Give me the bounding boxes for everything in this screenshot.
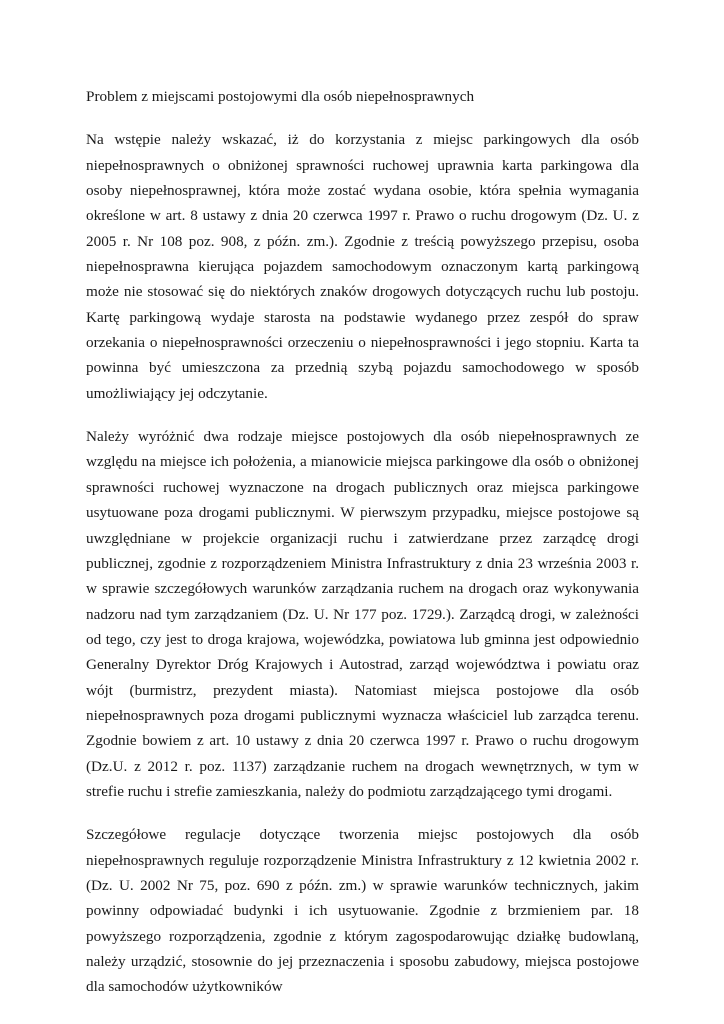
paragraph-parking-card: Na wstępie należy wskazać, iż do korzystania z miejsc parkingowych dla osób niepełnosprawnych o obniżonej sprawności ruchowej uprawnia karta parkingowa dla osoby niepełnosprawnej, która może zostać wydana osobie, która spełnia wymagania określone w art. 8 ustawy z dnia 20 czerwca 1997 r. Prawo o ruchu drogowym (Dz. U. z 2005 r. Nr 108 poz. 908, z późn. zm.). Zgodnie z treścią powyższego przepisu, osoba niepełnosprawna kierująca pojazdem samochodowym oznaczonym kartą parkingową może nie stosować się do niektórych znaków drogowych dotyczących ruchu lub postoju. Kartę parkingową wydaje starosta na podstawie wydanego przez zespół do spraw orzekania o niepełnosprawności orzeczeniu o niepełnosprawności i jego stopniu. Karta ta powinna być umieszczona za przednią szybą pojazdu samochodowego w sposób umożliwiający jej odczytanie. — [86, 131, 639, 402]
document-page — [86, 84, 639, 1018]
document-title: Problem z miejscami postojowymi dla osób niepełnosprawnych — [86, 88, 475, 105]
paragraph-regulations: Szczegółowe regulacje dotyczące tworzenia miejsc postojowych dla osób niepełnosprawnych reguluje rozporządzenie Ministra Infrastruktury z 12 kwietnia 2002 r. (Dz. U. 2002 Nr 75, poz. 690 z późn. zm.) w sprawie warunków technicznych, jakim powinny odpowiadać budynki i ich usytuowanie. Zgodnie z brzmieniem par. 18 powyższego rozporządzenia, zgodnie z którym zagospodarowując działkę budowlaną, należy urządzić, stosownie do jej przeznaczenia i sposobu zabudowy, miejsca postojowe dla samochodów użytkowników — [86, 826, 639, 996]
paragraph-parking-types: Należy wyróżnić dwa rodzaje miejsce postojowych dla osób niepełnosprawnych ze względu na miejsce ich położenia, a mianowicie miejsca parkingowe dla osób o obniżonej sprawności ruchowej wyznaczone na drogach publicznych oraz miejsca parkingowe usytuowane poza drogami publicznymi. W pierwszym przypadku, miejsce postojowe są uwzględniane w projekcie organizacji ruchu i zatwierdzane przez zarządcę drogi publicznej, zgodnie z rozporządzeniem Ministra Infrastruktury z dnia 23 września 2003 r. w sprawie szczegółowych warunków zarządzania ruchem na drogach oraz wykonywania nadzoru nad tym zarządzaniem (Dz. U. Nr 177 poz. 1729.). Zarządcą drogi, w zależności od tego, czy jest to droga krajowa, wojewódzka, powiatowa lub gminna jest odpowiednio Generalny Dyrektor Dróg Krajowych i Autostrad, zarząd województwa i powiatu oraz wójt (burmistrz, prezydent miasta). Natomiast miejsca postojowe dla osób niepełnosprawnych poza drogami publicznymi wyznacza właściciel lub zarządca terenu. Zgodnie bowiem z art. 10 ustawy z dnia 20 czerwca 1997 r. Prawo o ruchu drogowym (Dz.U. z 2012 r. poz. 1137) zarządzanie ruchem na drogach wewnętrznych, w tym w strefie ruchu i strefie zamieszkania, należy do podmiotu zarządzającego tymi drogami. — [86, 428, 639, 800]
